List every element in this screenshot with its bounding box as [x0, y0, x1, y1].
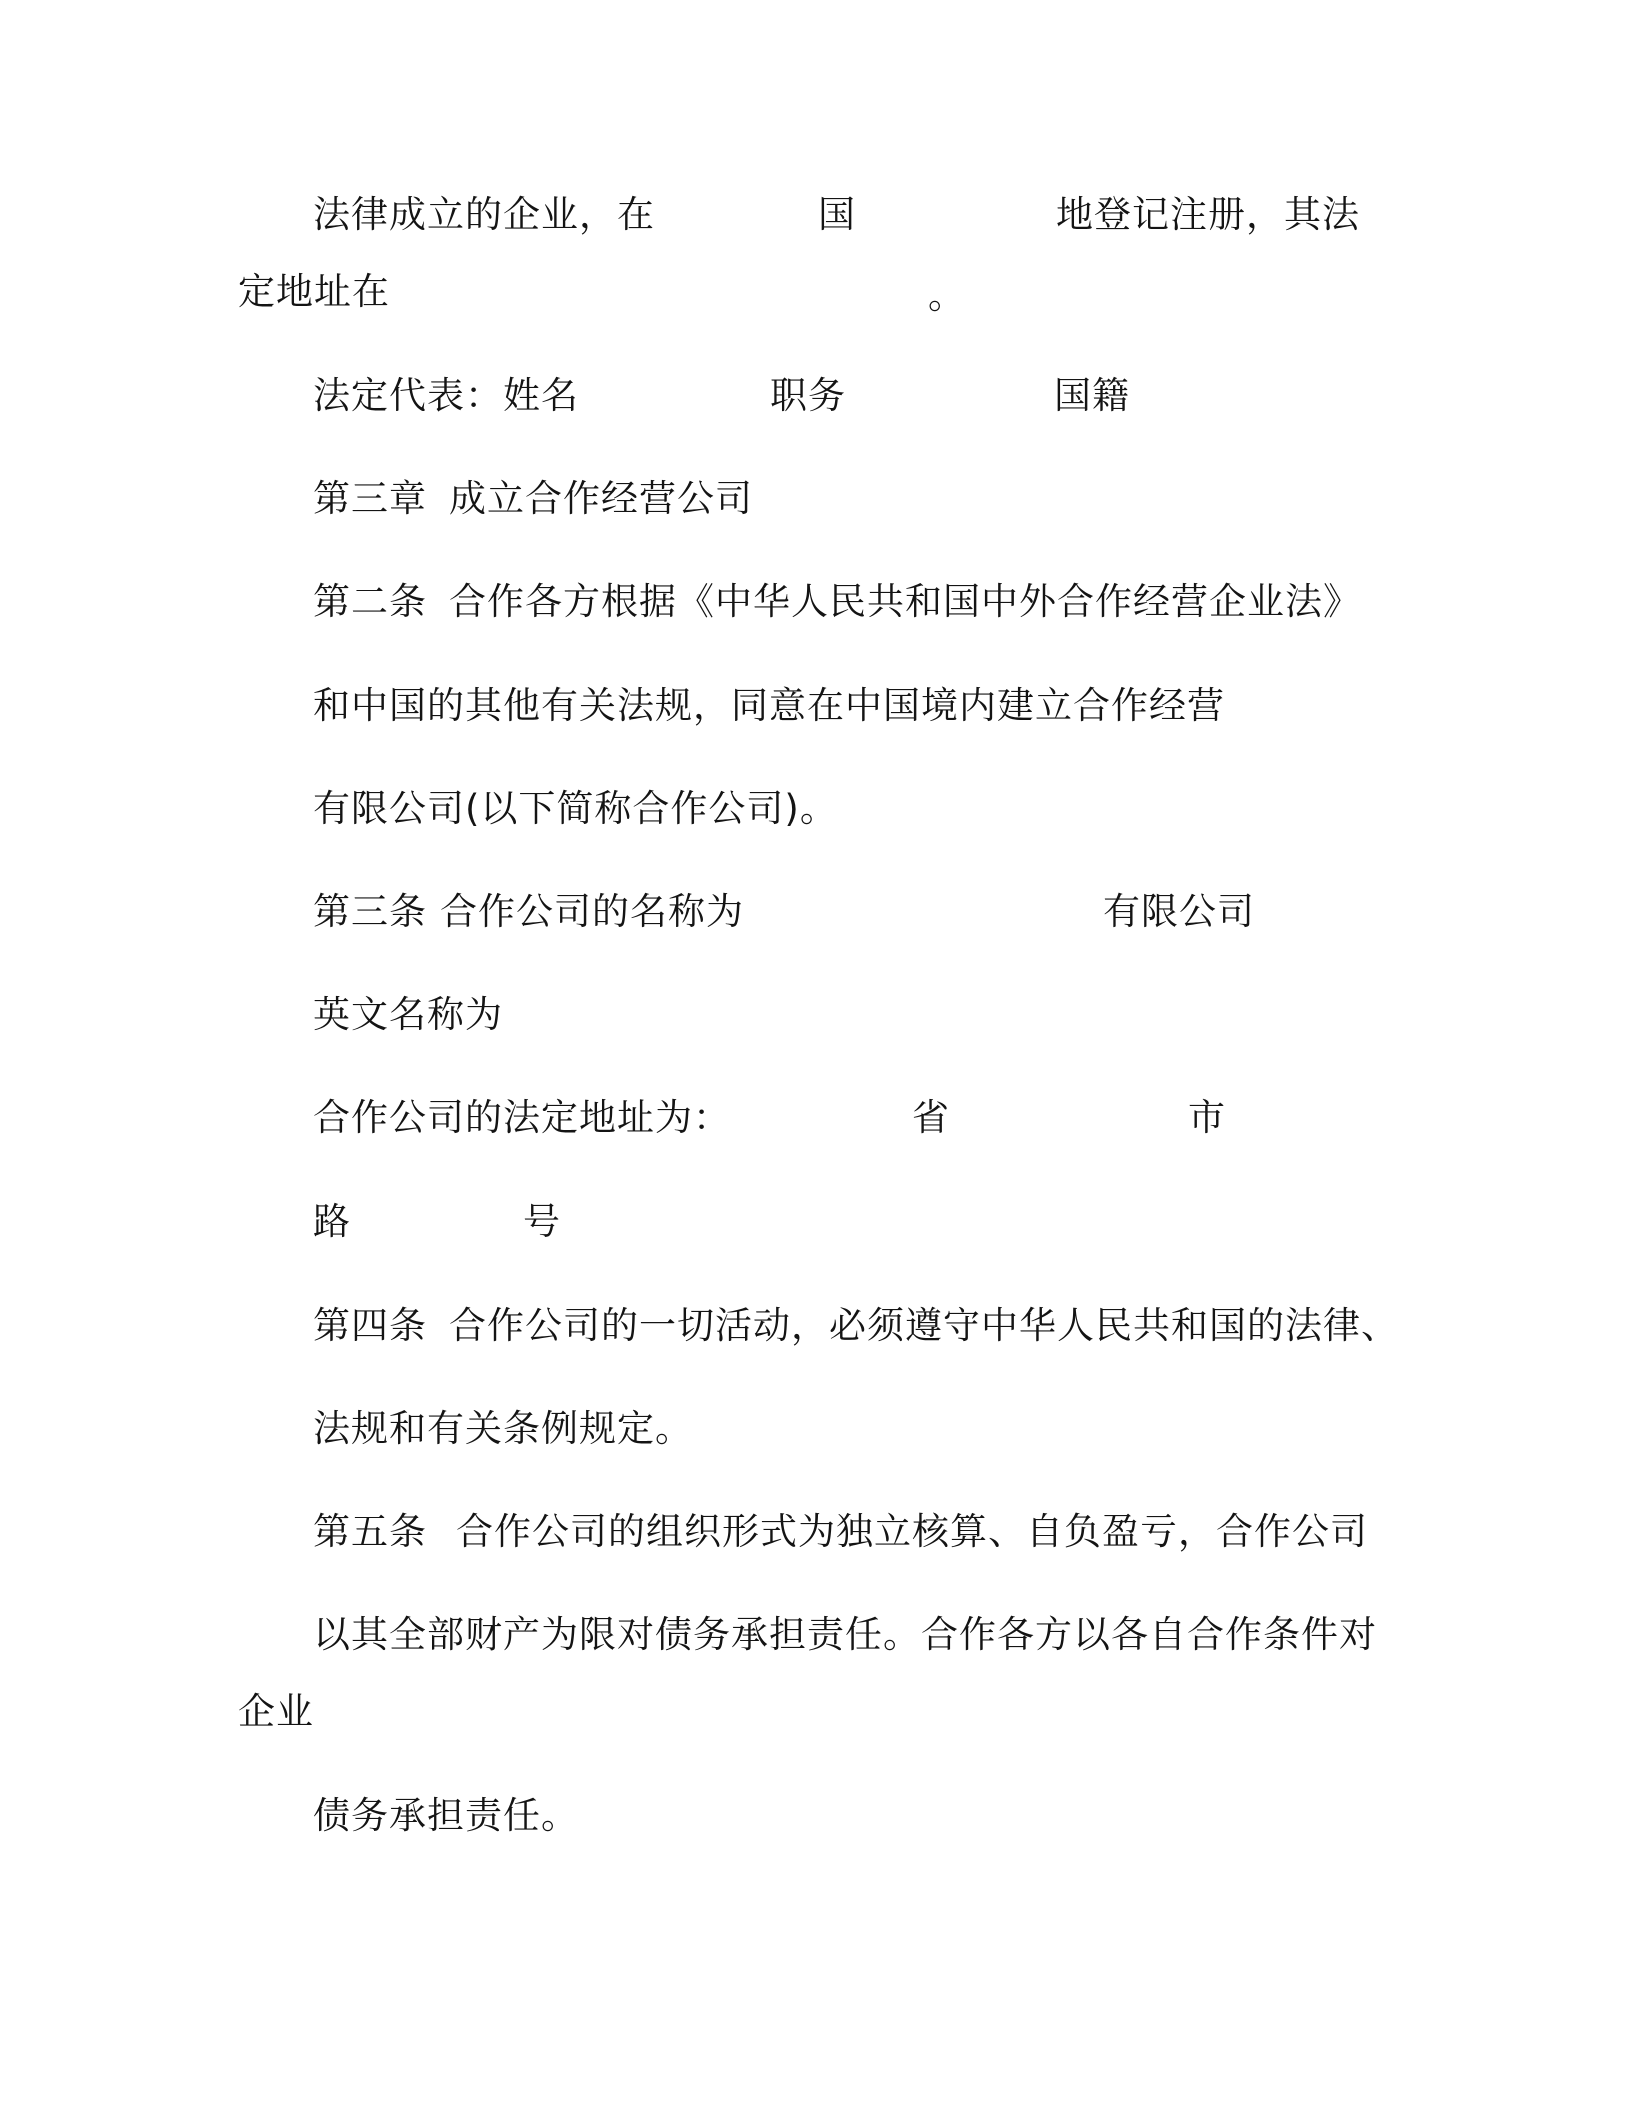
- article-4-label: 第四条: [313, 1304, 427, 1347]
- text-line-7: 有限公司(以下简称合作公司)。: [313, 787, 838, 830]
- text-line-2-part-1: 定地址在: [238, 270, 390, 313]
- article-4-text: 合作公司的一切活动，必须遵守中华人民共和国的法律、: [449, 1304, 1399, 1347]
- text-line-16: 企业: [238, 1690, 314, 1733]
- text-line-9: 英文名称为: [313, 993, 503, 1036]
- text-line-2-part-2: 。: [928, 274, 966, 317]
- text-line-1-part-2: 国: [818, 193, 856, 236]
- text-line-11-part-2: 号: [523, 1200, 561, 1243]
- article-3-text: 合作公司的名称为: [440, 890, 744, 933]
- chapter-3-heading-label: 第三章: [313, 477, 427, 520]
- text-line-11-part-1: 路: [313, 1200, 351, 1243]
- article-5-text: 合作公司的组织形式为独立核算、自负盈亏，合作公司: [456, 1510, 1368, 1553]
- text-line-15: 以其全部财产为限对债务承担责任。合作各方以各自合作条件对: [313, 1613, 1377, 1656]
- article-3-company-suffix: 有限公司: [1103, 890, 1255, 933]
- text-line-3-part-2: 职务: [770, 374, 846, 417]
- text-line-1-part-1: 法律成立的企业，在: [313, 193, 655, 236]
- chapter-3-heading-title: 成立合作经营公司: [449, 477, 753, 520]
- article-2-text: 合作各方根据《中华人民共和国中外合作经营企业法》: [449, 580, 1361, 623]
- text-line-10-part-2: 省: [912, 1096, 950, 1139]
- text-line-13: 法规和有关条例规定。: [313, 1407, 693, 1450]
- text-line-10-part-1: 合作公司的法定地址为：: [313, 1096, 731, 1139]
- text-line-17: 债务承担责任。: [313, 1794, 579, 1837]
- article-5-label: 第五条: [313, 1510, 427, 1553]
- text-line-3-part-1: 法定代表：姓名: [313, 374, 579, 417]
- article-2-label: 第二条: [313, 580, 427, 623]
- text-line-1-part-3: 地登记注册，其法: [1056, 193, 1360, 236]
- text-line-3-part-3: 国籍: [1054, 374, 1130, 417]
- text-line-10-part-3: 市: [1188, 1096, 1226, 1139]
- article-3-label: 第三条: [313, 890, 427, 933]
- text-line-6: 和中国的其他有关法规，同意在中国境内建立合作经营: [313, 684, 1225, 727]
